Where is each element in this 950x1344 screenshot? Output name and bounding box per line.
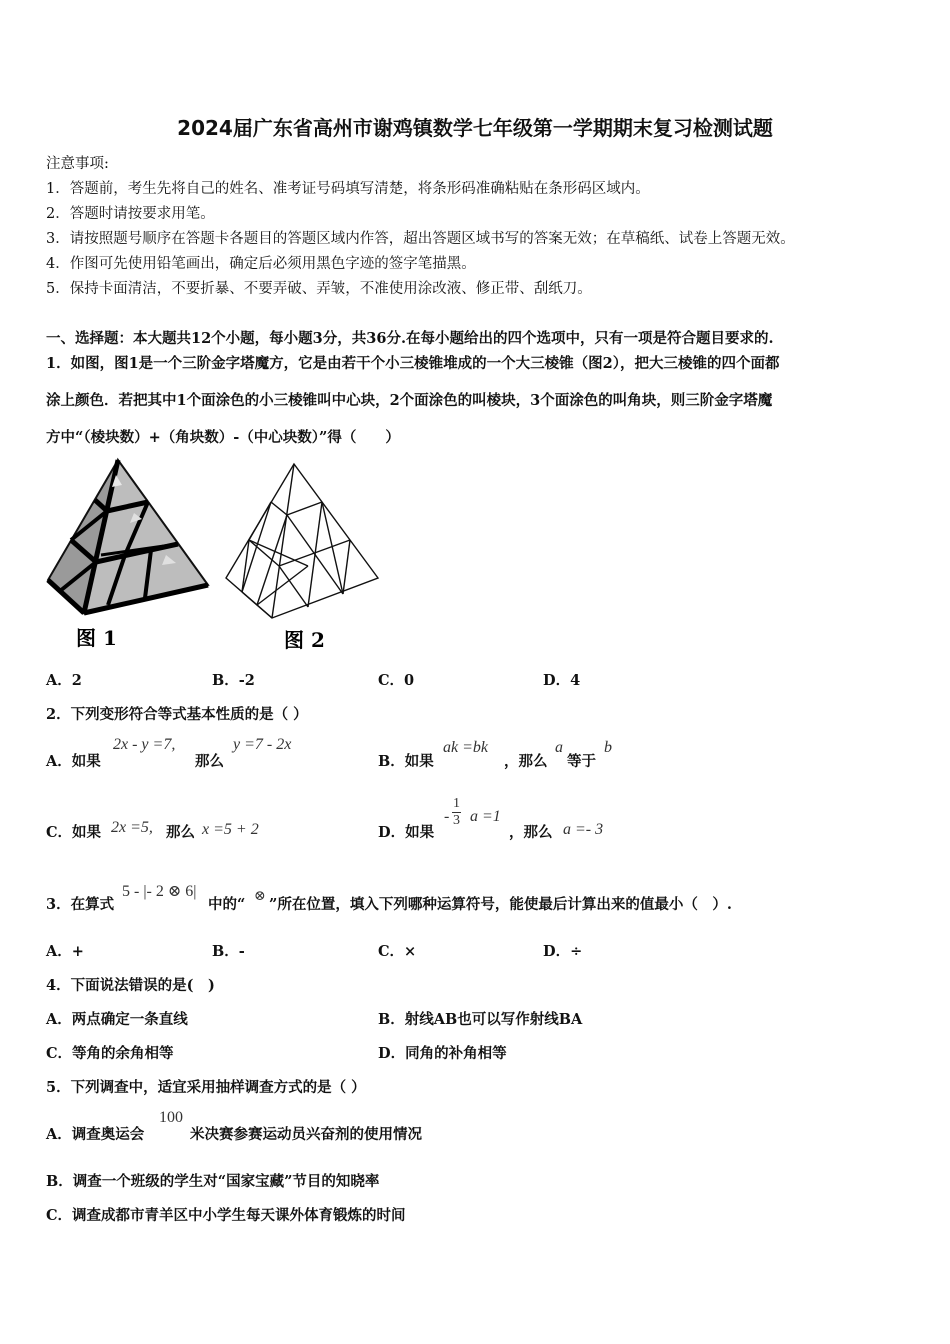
q1-option-b: B．-2 xyxy=(212,672,255,689)
q3-option-c: C．× xyxy=(378,943,417,960)
q5-stem: 5．下列调查中，适宜采用抽样调查方式的是（ ） xyxy=(46,1079,366,1096)
q4-option-c: C．等角的余角相等 xyxy=(46,1045,174,1062)
q2-option-c-mid: 那么 xyxy=(166,824,195,841)
q2-option-d-mid: ，那么 xyxy=(509,824,553,841)
q1-line1: 1．如图，图1是一个三阶金字塔魔方，它是由若干个小三棱锥堆成的一个大三棱锥（图2），把大三棱锥的四个面都 xyxy=(46,355,780,372)
q3-suffix-b: ”所在位置，填入下列哪种运算符号，能使最后计算出来的值最小（ ）. xyxy=(269,896,732,913)
q2-option-d-prefix: D．如果 xyxy=(378,824,435,841)
q2-option-d-fraction xyxy=(452,796,461,829)
q2-option-d-fraction-den: 3 xyxy=(453,813,460,828)
q2-option-b-mid2: 等于 xyxy=(567,753,596,770)
q1-option-d: D．4 xyxy=(543,672,581,689)
q3-option-d: D．÷ xyxy=(543,943,583,960)
q4-option-b: B．射线AB也可以写作射线BA xyxy=(378,1011,583,1028)
q2-option-a-mid: 那么 xyxy=(195,753,224,770)
q3-expression: 5 - |- 2 ⊗ 6| xyxy=(122,883,197,900)
q1-option-c: C．0 xyxy=(378,672,415,689)
q2-option-b-math1: ak =bk xyxy=(443,739,488,756)
q5-option-b: B．调查一个班级的学生对“国家宝藏”节目的知晓率 xyxy=(46,1173,380,1190)
figure-1-label: 图 1 xyxy=(76,626,117,650)
figure-2-pyramid xyxy=(222,460,387,655)
page-title: 2024届广东省高州市谢鸡镇数学七年级第一学期期末复习检测试题 xyxy=(177,116,773,140)
q1-line3: 方中“（棱块数）+（角块数）-（中心块数）”得（ ） xyxy=(46,429,400,446)
q2-option-d-fraction-num: 1 xyxy=(453,796,460,811)
q2-option-c-math2: x =5 + 2 xyxy=(202,821,259,838)
q2-option-b-prefix: B．如果 xyxy=(378,753,434,770)
q5-option-c: C．调查成都市青羊区中小学生每天课外体育锻炼的时间 xyxy=(46,1207,406,1224)
q4-stem: 4．下面说法错误的是( ) xyxy=(46,977,215,994)
notice-item-2: 2．答题时请按要求用笔。 xyxy=(46,206,215,222)
q5-option-a-suffix: 米决赛参赛运动员兴奋剂的使用情况 xyxy=(190,1126,422,1143)
notice-item-5: 5．保持卡面清洁，不要折暴、不要弄破、弄皱，不准使用涂改液、修正带、刮纸刀。 xyxy=(46,281,592,297)
q2-option-c-prefix: C．如果 xyxy=(46,824,102,841)
q2-option-a-math1: 2x - y =7, xyxy=(113,736,176,753)
q2-option-d-neg: - xyxy=(444,808,450,825)
q2-option-a-prefix: A．如果 xyxy=(46,753,101,770)
q2-option-d-math2: a =- 3 xyxy=(563,821,604,838)
q2-option-b-mid: ，那么 xyxy=(504,753,548,770)
notice-heading: 注意事项: xyxy=(46,156,109,172)
q2-option-b-math3: b xyxy=(604,739,612,756)
figure-1-pyramid-cube xyxy=(46,455,211,655)
q3-suffix-a: 中的“ xyxy=(208,896,246,913)
q1-option-a: A．2 xyxy=(46,672,82,689)
notice-item-1: 1．答题前，考生先将自己的姓名、准考证号码填写清楚，将条形码准确粘贴在条形码区域内。 xyxy=(46,181,650,197)
q3-operator-symbol: ⊗ xyxy=(254,889,266,904)
q1-line2: 涂上颜色．若把其中1个面涂色的小三棱锥叫中心块，2个面涂色的叫棱块，3个面涂色的叫角块，则三阶金字塔魔 xyxy=(46,392,773,409)
q2-stem: 2．下列变形符合等式基本性质的是（ ） xyxy=(46,706,308,723)
q5-option-a-number: 100 xyxy=(159,1109,183,1126)
q5-option-a-prefix: A．调查奥运会 xyxy=(46,1126,145,1143)
notice-item-3: 3．请按照题号顺序在答题卡各题目的答题区域内作答，超出答题区域书写的答案无效；在草稿纸、试卷上答题无效。 xyxy=(46,231,795,247)
q2-option-d-math1: a =1 xyxy=(470,808,501,825)
q3-option-b: B．- xyxy=(212,943,245,960)
notice-item-4: 4．作图可先使用铅笔画出，确定后必须用黑色字迹的签字笔描黑。 xyxy=(46,256,476,272)
q2-option-c-math1: 2x =5, xyxy=(111,819,153,836)
q2-option-b-math2: a xyxy=(555,739,563,756)
q2-option-a-math2: y =7 - 2x xyxy=(233,736,292,753)
figure-2-label: 图 2 xyxy=(284,628,325,652)
q3-option-a: A．+ xyxy=(46,943,84,960)
q3-prefix: 3．在算式 xyxy=(46,896,115,913)
q4-option-d: D．同角的补角相等 xyxy=(378,1045,507,1062)
section-heading: 一、选择题：本大题共12个小题，每小题3分，共36分.在每小题给出的四个选项中，只有一项是符合题目要求的. xyxy=(46,330,774,347)
q4-option-a: A．两点确定一条直线 xyxy=(46,1011,188,1028)
